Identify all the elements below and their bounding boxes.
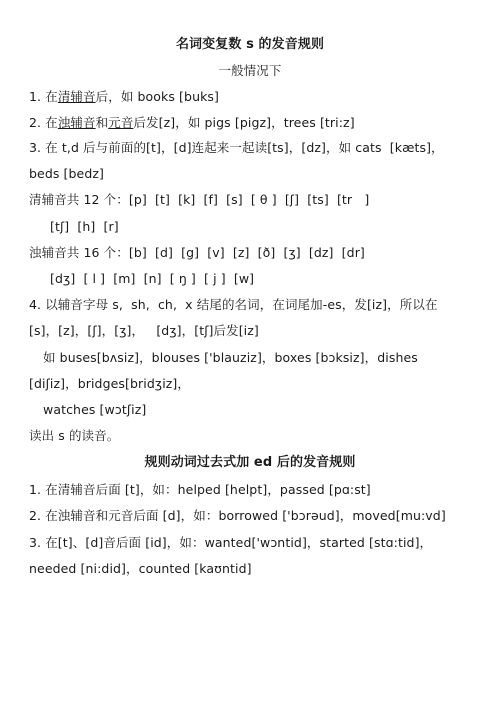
- rule-1-underlined-term: 清辅音: [57, 89, 96, 104]
- rule-3-line-1: 3. 在 t,d 后与前面的[t]，[d]连起来一起读[ts]，[dz]，如 cats [kæts]，: [29, 140, 444, 155]
- rule-2: [29, 115, 355, 131]
- page-title: 名词变复数 s 的发音规则: [175, 37, 325, 52]
- rule-1: [29, 89, 219, 105]
- ed-rule-3-line-1: 3. 在[t]、[d]音后面 [id]，如：wanted['wɔntid]，started [stɑ:tid]，: [29, 535, 433, 550]
- rule-3-line-2: beds [bedz]: [29, 166, 105, 181]
- voiceless-consonants-line-2: [tʃ] [h] [r]: [50, 219, 119, 234]
- voiced-consonants-line-1: 浊辅音共 16 个：[b] [d] [g] [v] [z] [ð] [ʒ] [dz] [dr]: [29, 245, 365, 260]
- rule-2-middle: 和: [95, 115, 109, 130]
- subtitle: 一般情况下: [218, 63, 282, 78]
- rule-2-suffix: 后发[z]，如 pigs [pigz]，trees [tri:z]: [133, 115, 355, 130]
- rule-2-underlined-term-b: 元音: [108, 115, 134, 130]
- rule-1-suffix: 后，如 books [buks]: [95, 89, 220, 104]
- ed-rule-1: 1. 在清辅音后面 [t]，如：helped [helpt]，passed [pɑ:st]: [29, 482, 371, 497]
- ed-rule-3-line-2: needed [ni:did]，counted [kaʊntid]: [29, 561, 252, 576]
- voiceless-consonants-line-1: 清辅音共 12 个：[p] [t] [k] [f] [s] [ θ ] [ʃ] [ts] [tr ]: [29, 192, 370, 207]
- rule-2-underlined-term-a: 浊辅音: [57, 115, 96, 130]
- rule-4-note: 读出 s 的读音。: [29, 428, 120, 443]
- section-2-title: 规则动词过去式加 ed 后的发音规则: [144, 455, 356, 470]
- rule-4-line-2: [s]，[z]，[ʃ]，[ʒ]， [dʒ]，[tʃ]后发[iz]: [29, 323, 259, 338]
- rule-4-line-1: 4. 以辅音字母 s, sh, ch, x 结尾的名词，在词尾加-es，发[iz]，所以在: [29, 297, 438, 312]
- rule-4-line-4: [diʃiz]，bridges[bridʒiz]，: [29, 376, 191, 391]
- rule-4-line-5: watches [wɔtʃiz]: [43, 402, 147, 417]
- rule-1-prefix: 1. 在: [29, 89, 58, 104]
- ed-rule-2: 2. 在浊辅音和元音后面 [d]，如：borrowed ['bɔrəud]，moved[mu:vd]: [29, 508, 446, 523]
- rule-2-prefix: 2. 在: [29, 115, 58, 130]
- rule-4-line-3: 如 buses[bʌsiz]，blouses ['blauziz]，boxes [bɔksiz]，dishes: [43, 350, 418, 365]
- voiced-consonants-line-2: [dʒ] [ l ] [m] [n] [ ŋ ] [ j ] [w]: [50, 271, 255, 286]
